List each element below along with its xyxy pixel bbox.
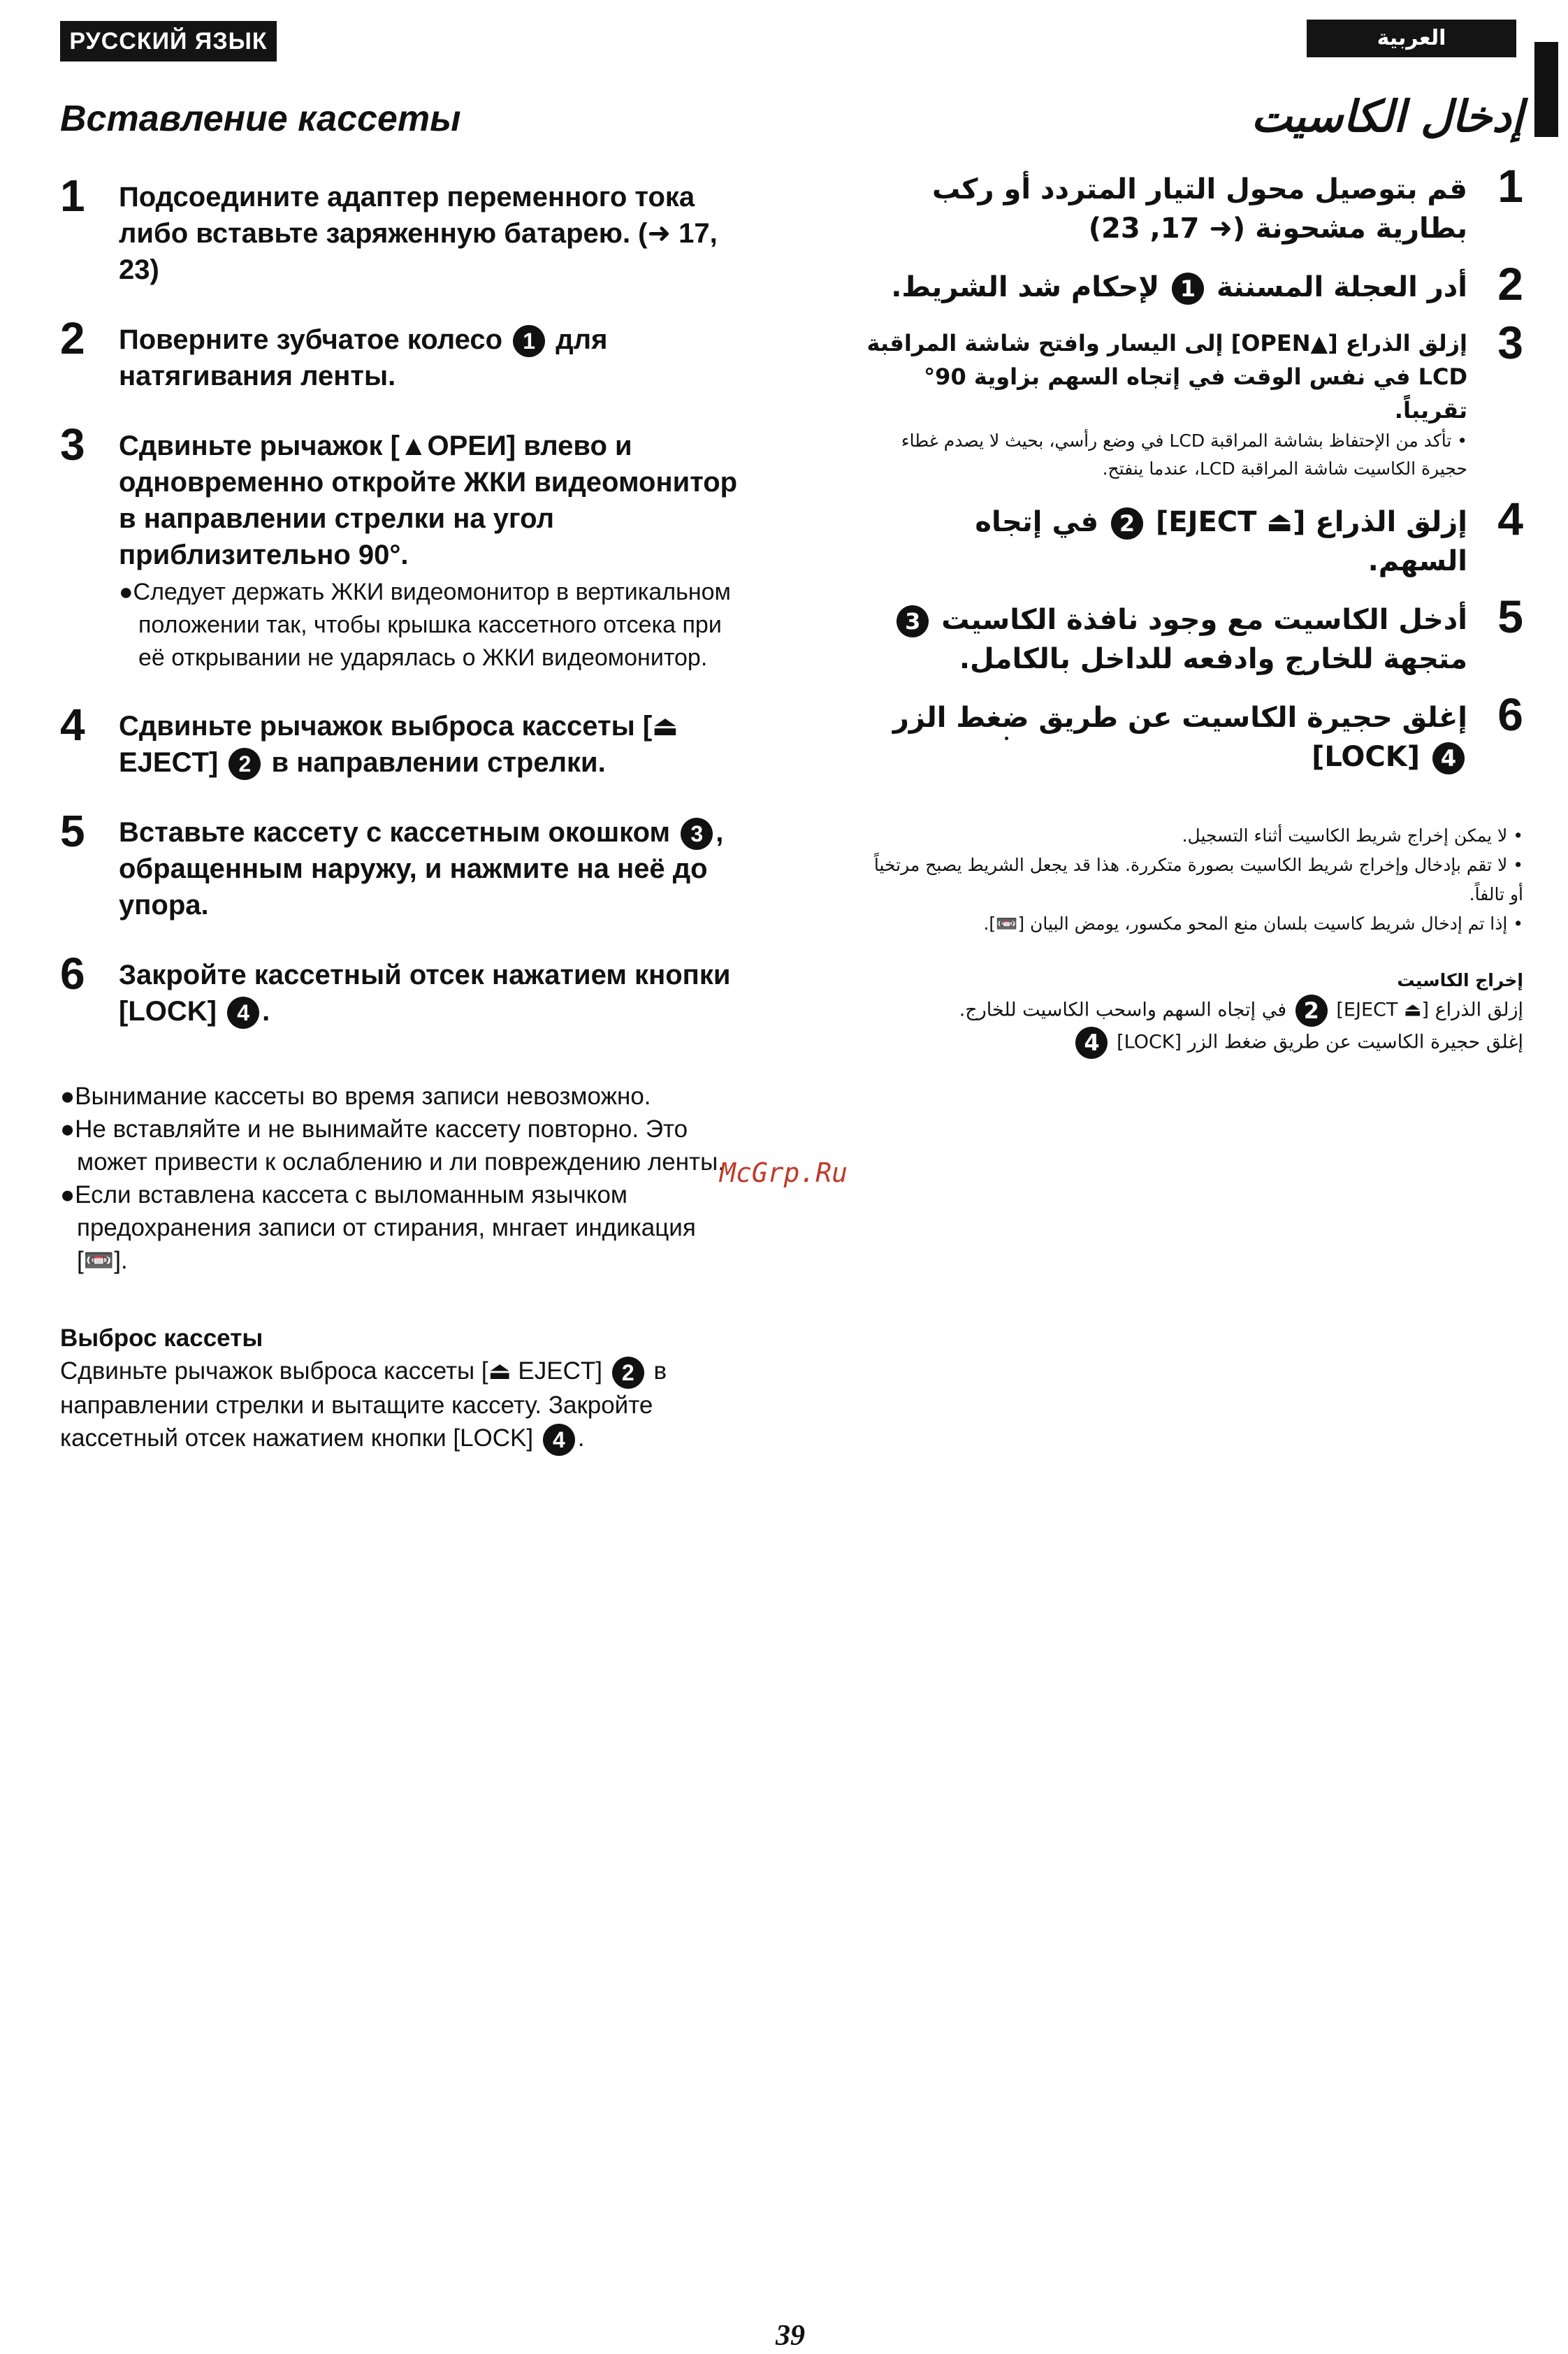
ar-step-3 <box>866 317 1523 483</box>
callout-circle: 3 <box>896 605 929 637</box>
step-number: 3 <box>60 419 85 470</box>
step-text-part: في إتجاه السهم. <box>975 506 1467 577</box>
step-text: Подсоедините адаптер переменного тока либо вставьте заряженную батарею. (➜ 17, 23) <box>119 182 718 285</box>
note-item: ●Вынимание кассеты во время записи невозможно. <box>60 1083 651 1110</box>
eject-text-part: Сдвиньте рычажок выброса кассеты [⏏ EJECT] <box>60 1357 602 1385</box>
step-text-part: [LOCK] <box>1312 741 1421 773</box>
step-text <box>866 698 1467 777</box>
page-title-arabic: إدخال الكاسيت <box>1251 91 1523 142</box>
step-text <box>119 957 745 1030</box>
eject-text-part: في إتجاه السهم واسحب الكاسيت للخارج. <box>959 999 1287 1021</box>
eject-text-part: в направлении стрелки и вытащите кассету. Закройте кассетный отсек нажатием кнопки [LOCK] <box>60 1357 667 1452</box>
step-text-part: . <box>262 996 270 1027</box>
ru-step-1 <box>60 171 745 288</box>
step-text-part: Сдвиньте рычажок выброса кассеты [⏏ EJECT] <box>119 711 678 778</box>
step-text-part: أدخل الكاسيت مع وجود نافذة الكاسيت <box>941 604 1467 636</box>
step-text-part: متجهة للخارج وادفعه للداخل بالكامل. <box>959 643 1467 675</box>
ru-notes <box>60 1080 745 1277</box>
step-text-part: Вставьте кассету с кассетным окошком <box>119 817 671 848</box>
eject-text-part: . <box>577 1424 585 1452</box>
russian-column <box>60 98 745 1456</box>
eject-text-part: إغلق حجيرة الكاسيت عن طريق ضغط الزر [LOCK] <box>1117 1031 1523 1053</box>
callout-circle: 4 <box>227 997 259 1029</box>
ar-notes <box>866 821 1523 939</box>
note-item: • لا يمكن إخراج شريط الكاسيت أثناء التسجيل. <box>1182 825 1523 846</box>
step-text-part: إزلق الذراع [⏏ EJECT] <box>1155 506 1467 538</box>
ar-step-2 <box>866 258 1523 310</box>
callout-circle: 2 <box>1111 507 1143 540</box>
step-number: 2 <box>60 313 85 363</box>
callout-circle: 4 <box>543 1424 575 1456</box>
ru-step-6 <box>60 948 745 1030</box>
ar-eject-body <box>866 995 1523 1059</box>
ar-eject-heading: إخراج الكاسيت <box>1397 970 1523 990</box>
step-text <box>119 814 745 923</box>
step-text-part: Закройте кассетный отсек нажатием кнопки [LOCK] <box>119 960 731 1027</box>
callout-circle: 1 <box>1172 273 1204 305</box>
step-number: 3 <box>1497 317 1523 368</box>
eject-text-part: إزلق الذراع [⏏ EJECT] <box>1336 999 1523 1021</box>
ru-eject-heading: Выброс кассеты <box>60 1324 263 1352</box>
ru-step-5 <box>60 806 745 923</box>
step-number: 5 <box>1497 591 1523 642</box>
step-text: Сдвиньте рычажок [▲OPEИ] влево и одновременно откройте ЖКИ видеомонитор в направлении стрелки на угол приблизительно 90°. <box>119 431 738 570</box>
note-item: • إذا تم إدخال شريط كاسيت بلسان منع المحو مكسور، يومض البيان [📼]. <box>983 914 1523 934</box>
step-text-part: أدر العجلة المسننة <box>1216 271 1467 303</box>
note-item: • لا تقم بإدخال وإخراج شريط الكاسيت بصورة متكررة. هذا قد يجعل الشريط يصبح مرتخياً أو تالفاً. <box>873 855 1523 904</box>
callout-circle: 4 <box>1432 742 1465 774</box>
page-number: 39 <box>776 2320 805 2352</box>
language-tab-arabic: العربية <box>1307 20 1516 57</box>
callout-circle: 2 <box>612 1357 644 1389</box>
callout-circle: 1 <box>513 325 545 357</box>
step-text: إزلق الذراع [▲OPEN] إلى اليسار وافتح شاشة المراقبة LCD في نفس الوقت في إتجاه السهم بزاوية 90° تقريباً. <box>866 330 1467 424</box>
step-text-part: لإحكام شد الشريط. <box>891 271 1160 303</box>
callout-circle: 4 <box>1075 1027 1108 1059</box>
step-text-part: إغلق حجيرة الكاسيت عن طريق ضغط الزر <box>892 702 1467 734</box>
step-note: • تأكد من الإحتفاظ بشاشة المراقبة LCD في وضع رأسي، بحيث لا يصدم غطاء حجيرة الكاسيت شاشة المراقبة LCD، عندما ينفتح. <box>901 431 1467 479</box>
page-title-russian: Вставление кассеты <box>60 99 461 139</box>
step-text <box>119 322 745 394</box>
step-text <box>866 600 1467 679</box>
callout-circle: 3 <box>681 818 713 850</box>
step-text: قم بتوصيل محول التيار المتردد أو ركب بطارية مشحونة (➜ 17, 23) <box>931 173 1467 245</box>
step-text-part: в направлении стрелки. <box>271 747 606 778</box>
step-text <box>119 708 745 781</box>
step-text <box>866 268 1467 307</box>
ru-step-4 <box>60 700 745 781</box>
step-number: 5 <box>60 806 85 856</box>
ru-step-3 <box>60 419 745 674</box>
note-item: ●Не вставляйте и не вынимайте кассету повторно. Это может привести к ослаблению и ли повреждению ленты. <box>60 1115 725 1176</box>
arabic-column <box>866 91 1523 1059</box>
stray-dot <box>1005 737 1008 740</box>
step-number: 1 <box>1497 160 1523 212</box>
step-text <box>866 503 1467 581</box>
step-text-part: для натягивания ленты. <box>119 324 608 391</box>
step-number: 1 <box>60 171 85 221</box>
ar-step-1 <box>866 160 1523 248</box>
step-text-part: , обращенным наружу, и нажмите на неё до упора. <box>119 817 724 920</box>
watermark: McGrp.Ru <box>720 1157 848 1188</box>
callout-circle: 2 <box>228 748 261 780</box>
ru-step-2 <box>60 313 745 394</box>
step-number: 6 <box>60 948 85 999</box>
note-item: ●Если вставлена кассета с выломанным язычком предохранения записи от стирания, мнгает индикация [📼]. <box>60 1181 696 1274</box>
step-number: 4 <box>60 700 85 750</box>
page-edge-marker <box>1534 42 1558 137</box>
step-note: ●Следует держать ЖКИ видеомонитор в вертикальном положении так, чтобы крышка кассетного отсека при её открывании не ударялась о ЖКИ видеомонитор. <box>119 579 731 671</box>
ar-step-5 <box>866 591 1523 679</box>
ar-step-4 <box>866 493 1523 581</box>
step-number: 4 <box>1497 493 1523 544</box>
ar-step-6 <box>866 688 1523 777</box>
step-text-part: Поверните зубчатое колесо <box>119 324 503 355</box>
language-tab-russian: РУССКИЙ ЯЗЫК <box>60 21 277 62</box>
callout-circle: 2 <box>1295 995 1328 1027</box>
ru-eject-body <box>60 1355 745 1456</box>
step-number: 6 <box>1497 688 1523 740</box>
step-number: 2 <box>1497 258 1523 310</box>
